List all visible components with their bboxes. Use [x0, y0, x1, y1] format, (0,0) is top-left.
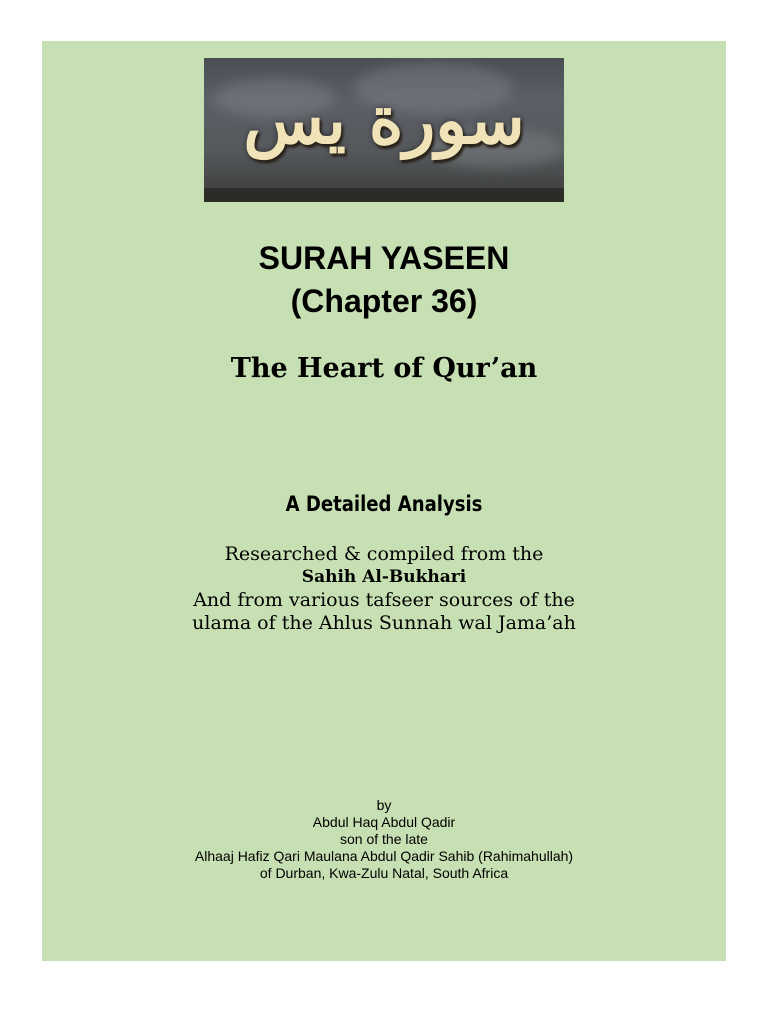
cover-page	[42, 41, 726, 961]
father-name: Alhaaj Hafiz Qari Maulana Abdul Qadir Sahib (Rahimahullah)	[194, 848, 574, 864]
calligraphy-banner	[204, 58, 564, 202]
analysis-heading: A Detailed Analysis	[285, 492, 483, 516]
author-relation: son of the late	[340, 831, 428, 847]
author-name: Abdul Haq Abdul Qadir	[312, 814, 456, 830]
research-line-1: Researched & compiled from the	[224, 543, 544, 565]
author-byline	[42, 797, 726, 882]
source-name: Sahih Al-Bukhari	[301, 567, 467, 587]
research-note	[42, 543, 726, 635]
by-label: by	[376, 797, 392, 813]
tagline: The Heart of Qur’an	[230, 353, 538, 384]
page-title: SURAH YASEEN	[258, 240, 510, 276]
author-location: of Durban, Kwa-Zulu Natal, South Africa	[259, 865, 509, 881]
research-line-4: ulama of the Ahlus Sunnah wal Jama’ah	[192, 612, 576, 634]
arabic-calligraphy: سورة يس	[243, 81, 525, 159]
chapter-subtitle: (Chapter 36)	[290, 283, 478, 319]
research-line-3: And from various tafseer sources of the	[193, 589, 575, 611]
